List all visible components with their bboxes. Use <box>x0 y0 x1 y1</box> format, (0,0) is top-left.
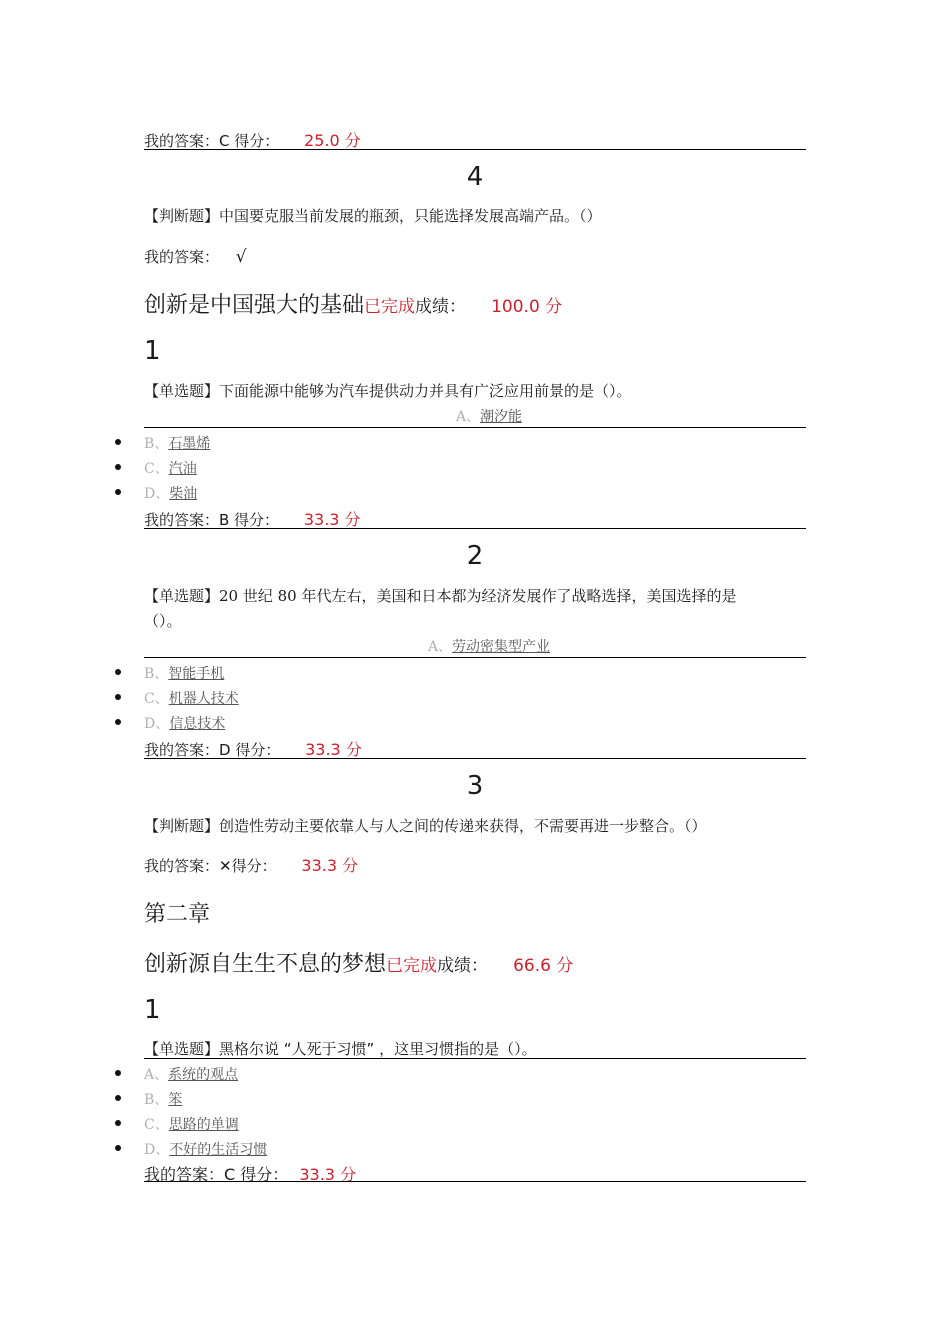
option-letter: C、 <box>144 461 169 477</box>
section-status: 已完成 <box>364 297 416 317</box>
answer-score: 33.3 分 <box>301 856 359 875</box>
question-text-line2: （）。 <box>144 612 182 630</box>
option-c[interactable] <box>144 1114 239 1134</box>
bullet-icon <box>115 1120 121 1126</box>
section-header <box>144 288 562 319</box>
section-grade: 66.6 分 <box>513 956 574 976</box>
option-b[interactable] <box>144 433 210 453</box>
divider <box>144 1181 806 1182</box>
bullet-icon <box>115 489 121 495</box>
divider <box>144 528 806 529</box>
divider <box>144 149 806 150</box>
option-letter: B、 <box>144 436 169 452</box>
option-letter: A、 <box>427 639 453 655</box>
option-text: 笨 <box>168 1092 183 1108</box>
question-text-line1: 【单选题】20 世纪 80 年代左右，美国和日本都为经济发展作了战略选择，美国选择的是 <box>144 587 737 605</box>
option-text: 石墨烯 <box>168 436 211 452</box>
divider <box>144 427 806 428</box>
bullet-icon <box>115 1070 121 1076</box>
cross-mark-icon: ✕ <box>219 857 232 875</box>
section-grade: 100.0 分 <box>491 297 563 317</box>
option-text: 机器人技术 <box>168 691 239 707</box>
option-b[interactable] <box>144 663 224 683</box>
check-mark-icon: √ <box>235 247 247 267</box>
divider <box>144 657 806 658</box>
bullet-icon <box>115 1095 121 1101</box>
question-number: 3 <box>466 771 484 801</box>
option-text: 系统的观点 <box>168 1067 239 1083</box>
option-text: 劳动密集型产业 <box>452 639 551 655</box>
answer-line <box>144 737 362 760</box>
option-text: 潮汐能 <box>480 409 523 425</box>
answer-score: 33.3 分 <box>303 510 361 529</box>
section-status: 已完成 <box>386 956 438 976</box>
bullet-icon <box>115 694 121 700</box>
question-number: 1 <box>144 336 161 366</box>
section-title: 创新源自生生不息的梦想 <box>144 952 387 977</box>
section-header <box>144 947 573 978</box>
option-text: 柴油 <box>169 486 198 502</box>
bullet-icon <box>115 719 121 725</box>
answer-label: 我的答案： <box>144 857 220 875</box>
question-number: 1 <box>144 995 161 1025</box>
question-number: 2 <box>466 541 484 571</box>
answer-label: 我的答案：D 得分： <box>144 741 281 759</box>
option-letter: D、 <box>144 716 170 732</box>
bullet-icon <box>115 669 121 675</box>
option-d[interactable] <box>144 713 225 733</box>
option-letter: D、 <box>144 486 170 502</box>
option-d[interactable] <box>144 1139 267 1159</box>
answer-line <box>144 246 247 267</box>
question-text: 【判断题】中国要克服当前发展的瓶颈，只能选择发展高端产品。（） <box>144 207 602 225</box>
option-d[interactable] <box>144 483 197 503</box>
section-grade-label: 成绩： <box>437 956 489 976</box>
answer-label: 我的答案：C 得分： <box>144 132 280 150</box>
answer-label: 我的答案： <box>144 248 220 266</box>
option-text: 汽油 <box>168 461 197 477</box>
bullet-icon <box>115 464 121 470</box>
answer-score: 25.0 分 <box>304 131 361 150</box>
answer-label: 我的答案：C 得分： <box>144 1165 289 1184</box>
bullet-icon <box>115 439 121 445</box>
answer-score: 33.3 分 <box>299 1165 357 1184</box>
option-letter: B、 <box>144 666 169 682</box>
divider <box>144 758 806 759</box>
option-letter: A、 <box>144 1067 169 1083</box>
question-text: 【判断题】创造性劳动主要依靠人与人之间的传递来获得，不需要再进一步整合。（） <box>144 817 707 835</box>
answer-label: 我的答案：B 得分： <box>144 511 280 529</box>
question-text: 【单选题】黑格尔说 “人死于习惯” ，这里习惯指的是（）。 <box>144 1040 537 1058</box>
option-a[interactable] <box>144 1064 238 1084</box>
option-letter: A、 <box>455 409 481 425</box>
answer-line <box>144 853 358 876</box>
bullet-icon <box>115 1145 121 1151</box>
question-number: 4 <box>466 162 484 192</box>
answer-score-label: 得分： <box>231 857 277 875</box>
question-text: 【单选题】下面能源中能够为汽车提供动力并具有广泛应用前景的是（）。 <box>144 382 632 400</box>
answer-line <box>144 507 361 530</box>
option-letter: B、 <box>144 1092 169 1108</box>
option-text: 智能手机 <box>168 666 225 682</box>
option-letter: D、 <box>144 1142 170 1158</box>
answer-score: 33.3 分 <box>305 740 362 759</box>
option-text: 不好的生活习惯 <box>169 1142 268 1158</box>
option-c[interactable] <box>144 688 239 708</box>
option-text: 思路的单调 <box>168 1117 239 1133</box>
answer-line <box>144 128 361 151</box>
option-letter: C、 <box>144 1117 169 1133</box>
option-c[interactable] <box>144 458 197 478</box>
chapter-title: 第二章 <box>144 902 211 927</box>
option-a[interactable] <box>144 636 834 656</box>
option-letter: C、 <box>144 691 169 707</box>
option-text: 信息技术 <box>169 716 226 732</box>
divider <box>144 1058 806 1059</box>
option-b[interactable] <box>144 1089 182 1109</box>
option-a[interactable] <box>144 406 834 426</box>
section-grade-label: 成绩： <box>415 297 467 317</box>
section-title: 创新是中国强大的基础 <box>144 293 365 318</box>
